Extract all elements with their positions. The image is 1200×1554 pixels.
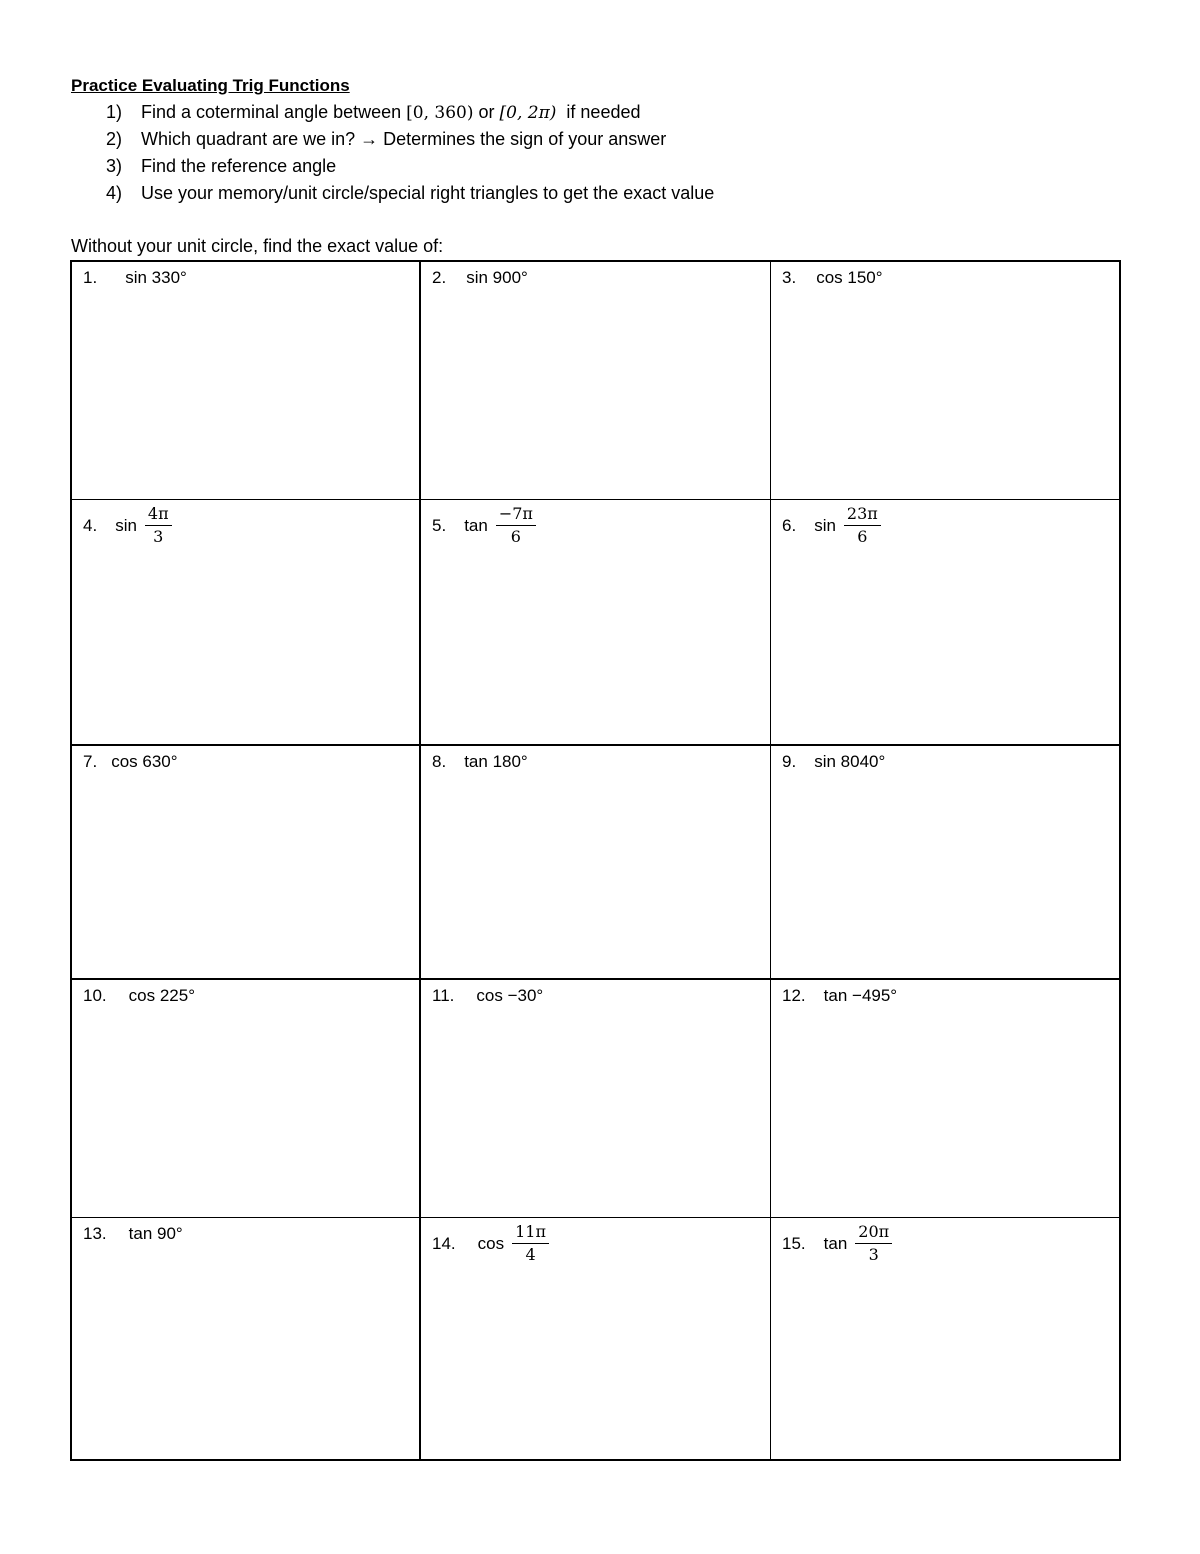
step-text: Find a coterminal angle between — [141, 102, 407, 122]
steps-list — [106, 101, 714, 209]
step-text: or — [473, 102, 500, 122]
problem-label — [432, 752, 528, 772]
worksheet-title: Practice Evaluating Trig Functions — [71, 76, 350, 95]
fraction — [496, 504, 536, 547]
trig-function: sin — [125, 268, 147, 287]
trig-function: tan — [464, 515, 488, 535]
problem-label — [83, 986, 195, 1006]
trig-function: tan — [823, 1233, 848, 1253]
angle: −495° — [852, 986, 898, 1005]
problem-label — [432, 986, 543, 1006]
trig-function: tan — [823, 986, 848, 1005]
problem-cell[interactable] — [421, 1218, 771, 1459]
problem-number: 2. — [432, 268, 447, 287]
problem-number: 7. — [83, 752, 98, 771]
fraction-numerator: 20π — [855, 1222, 892, 1244]
trig-function: cos — [128, 986, 156, 1005]
step-number: 4) — [106, 183, 123, 203]
problem-label — [782, 504, 881, 547]
step-text: Find the reference angle — [141, 156, 337, 176]
step-number: 3) — [106, 156, 123, 176]
trig-function: tan — [128, 1224, 153, 1243]
fraction-denominator: 4 — [525, 1245, 536, 1264]
trig-function: tan — [464, 752, 488, 771]
step-text: Use your memory/unit circle/special right triangles to get the exact value — [141, 183, 715, 203]
step-number: 1) — [106, 102, 123, 122]
step-item — [106, 128, 714, 155]
angle: 90° — [157, 1224, 183, 1243]
problem-number: 13. — [83, 1224, 107, 1243]
fraction-numerator: −7π — [496, 504, 536, 526]
problem-label — [83, 752, 178, 772]
fraction — [145, 504, 172, 547]
fraction — [844, 504, 881, 547]
problem-number: 14. — [432, 1233, 456, 1253]
trig-function: cos — [477, 1233, 505, 1253]
step-text: Which quadrant are we in? → Determines the sign of your answer — [141, 129, 667, 149]
problem-cell[interactable] — [771, 500, 1119, 746]
instruction-text: Without your unit circle, find the exact value of: — [71, 236, 444, 256]
problem-cell[interactable] — [771, 746, 1119, 980]
trig-function: sin — [466, 268, 488, 287]
trig-function: cos — [816, 268, 843, 287]
problem-number: 15. — [782, 1233, 806, 1253]
trig-function: sin — [115, 515, 137, 535]
problem-cell[interactable] — [421, 746, 771, 980]
problem-cell[interactable] — [421, 262, 771, 500]
trig-function: cos — [111, 752, 138, 771]
angle: 330° — [151, 268, 187, 287]
fraction-numerator: 23π — [844, 504, 881, 526]
problem-cell[interactable] — [72, 500, 421, 746]
problem-cell[interactable] — [771, 980, 1119, 1218]
angle: 150° — [847, 268, 883, 287]
fraction-denominator: 6 — [857, 527, 868, 546]
problem-cell[interactable] — [72, 980, 421, 1218]
problem-grid — [70, 260, 1121, 1461]
problem-label — [83, 504, 172, 547]
problem-number: 4. — [83, 515, 98, 535]
angle: −30° — [507, 986, 544, 1005]
problem-number: 10. — [83, 986, 107, 1005]
problem-cell[interactable] — [72, 262, 421, 500]
problem-label — [432, 504, 536, 547]
angle: 180° — [492, 752, 528, 771]
problem-cell[interactable] — [771, 1218, 1119, 1459]
angle: 630° — [142, 752, 178, 771]
interval-degrees: [0, 360) — [406, 103, 474, 123]
angle: 225° — [159, 986, 196, 1005]
problem-cell[interactable] — [72, 746, 421, 980]
step-item — [106, 101, 714, 128]
step-text: if needed — [556, 102, 641, 122]
fraction-numerator: 4π — [145, 504, 172, 526]
problem-number: 5. — [432, 515, 447, 535]
problem-number: 9. — [782, 752, 797, 771]
problem-cell[interactable] — [421, 500, 771, 746]
fraction-denominator: 3 — [868, 1245, 879, 1264]
fraction — [855, 1222, 892, 1265]
problem-label — [432, 1222, 549, 1265]
step-item — [106, 182, 714, 209]
problem-label — [782, 752, 885, 772]
problem-number: 12. — [782, 986, 806, 1005]
problem-number: 6. — [782, 515, 797, 535]
fraction-denominator: 6 — [510, 527, 521, 546]
problem-label — [782, 268, 883, 288]
trig-function: cos — [476, 986, 503, 1005]
step-number: 2) — [106, 129, 123, 149]
problem-cell[interactable] — [421, 980, 771, 1218]
fraction-numerator: 11π — [512, 1222, 549, 1244]
problem-number: 11. — [432, 986, 455, 1005]
interval-radians: [0, 2π) — [499, 103, 557, 123]
problem-label — [83, 268, 187, 288]
trig-function: sin — [814, 515, 836, 535]
angle: 8040° — [840, 752, 886, 771]
fraction-denominator: 3 — [153, 527, 164, 546]
trig-function: sin — [814, 752, 836, 771]
fraction — [512, 1222, 549, 1265]
problem-number: 8. — [432, 752, 447, 771]
problem-label — [83, 1224, 183, 1244]
problem-cell[interactable] — [771, 262, 1119, 500]
step-item — [106, 155, 714, 182]
problem-label — [782, 986, 897, 1006]
angle: 900° — [492, 268, 528, 287]
problem-label — [432, 268, 528, 288]
problem-number: 1. — [83, 268, 98, 287]
problem-cell[interactable] — [72, 1218, 421, 1459]
problem-number: 3. — [782, 268, 797, 287]
problem-label — [782, 1222, 892, 1265]
